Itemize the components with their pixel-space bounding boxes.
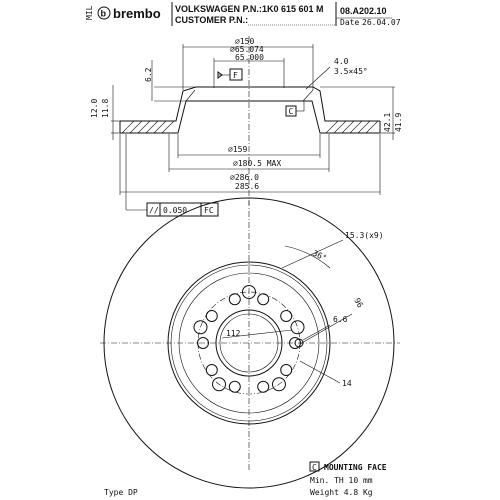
hat-hole <box>281 365 292 376</box>
dim-96: 96 <box>352 296 365 310</box>
dim-6-6: 6.6 <box>333 315 348 324</box>
dim-41-9: 41.9 <box>394 112 403 132</box>
dim-14: 14 <box>342 379 352 388</box>
dim-65-000: 65.000 <box>235 53 264 62</box>
date-label: Date <box>340 18 360 27</box>
title-block <box>85 2 401 27</box>
dim-15-3-x9: 15.3(x9) <box>345 231 384 240</box>
dim-65-074: ⌀65.074 <box>230 45 264 54</box>
date-value: 26.04.07 <box>362 18 401 27</box>
brembo-logo <box>98 6 161 21</box>
brand-name: brembo <box>113 6 161 21</box>
dim-11-8: 11.8 <box>101 98 110 118</box>
hat-hole <box>206 365 217 376</box>
section-hatch <box>122 90 378 133</box>
dim-4-0: 4.0 <box>334 57 349 66</box>
datum-c: C <box>288 107 294 116</box>
disc-section-view <box>90 36 403 216</box>
tolerance-datums: FC <box>204 206 214 215</box>
hat-hole <box>258 381 269 392</box>
tolerance-symbol: // <box>149 206 159 215</box>
hat-profile <box>120 87 380 121</box>
side-code-label: MIL <box>85 5 94 20</box>
mounting-face-code: C <box>312 463 317 472</box>
dim-180-5-max: ⌀180.5 MAX <box>233 159 282 168</box>
dim-285-6: 285.6 <box>235 182 260 191</box>
wheel-bolt-hole <box>291 321 304 334</box>
min-thickness: Min. TH 10 mm <box>310 476 373 485</box>
dim-6-2: 6.2 <box>144 67 153 82</box>
datum-f: F <box>233 71 238 80</box>
hat-hole <box>229 294 240 305</box>
tolerance-frame <box>126 134 218 216</box>
notes-block <box>104 462 387 497</box>
disc-type: Type DP <box>104 488 138 497</box>
dim-36-deg: 36° <box>311 248 329 263</box>
dim-159: ⌀159 <box>228 145 248 154</box>
brembo-part-number: 08.A202.10 <box>340 6 387 16</box>
dim-112: 112 <box>226 329 241 338</box>
hat-hole <box>229 381 240 392</box>
hat-hole <box>258 294 269 305</box>
tolerance-value: 0.050 <box>163 206 188 215</box>
hat-hole <box>206 310 217 321</box>
dim-286-0: ⌀286.0 <box>230 173 259 182</box>
svg-text:b: b <box>100 8 106 19</box>
dim-12-0: 12.0 <box>90 98 99 118</box>
vw-pn-label: VOLKSWAGEN P.N.: <box>175 4 262 14</box>
dim-150: ⌀150 <box>235 37 255 46</box>
disc-weight: Weight 4.8 Kg <box>310 488 373 497</box>
disc-front-view <box>100 198 400 488</box>
mounting-face-label: MOUNTING FACE <box>324 463 387 472</box>
customer-pn-label: CUSTOMER P.N.: <box>175 15 249 25</box>
dim-3-5x45: 3.5×45° <box>334 67 368 76</box>
vw-part-number: 1K0 615 601 M <box>262 4 324 14</box>
dim-42-1: 42.1 <box>383 112 392 132</box>
hat-hole <box>281 310 292 321</box>
